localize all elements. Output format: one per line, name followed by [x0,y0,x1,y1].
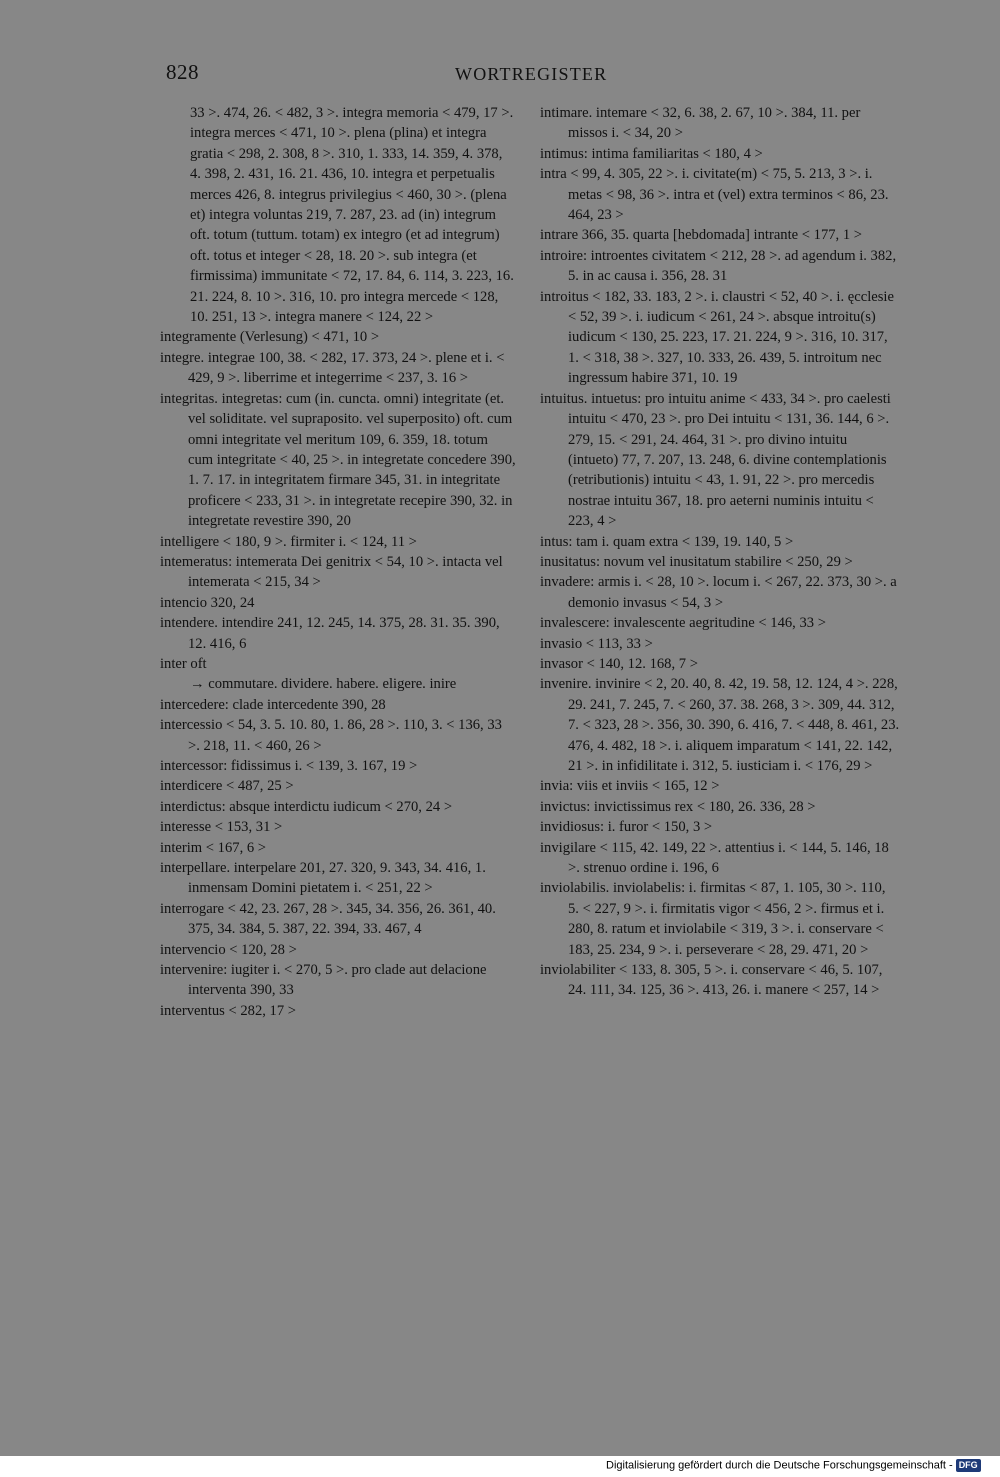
index-entry: interventus < 282, 17 > [160,1002,297,1019]
index-entry: intra < 99, 4. 305, 22 >. i. civitate(m) < 75, 5. 213, 3 >. i. metas < 98, 36 >. intra et (vel) extra terminos < 86, 23. 464, 23 > [540,166,889,224]
index-entry: interdicere < 487, 25 > [160,778,294,795]
index-entry: invasor < 140, 12. 168, 7 > [540,655,698,672]
index-entry: invadere: armis i. < 28, 10 >. locum i. < 267, 22. 373, 30 >. a demonio invasus < 54, 3 > [540,574,897,611]
cross-reference: → commutare. dividere. habere. eligere. inire [190,676,457,693]
index-entry: interim < 167, 6 > [160,839,267,856]
index-entry: intendere. intendire 241, 12. 245, 14. 375, 28. 31. 35. 390, 12. 416, 6 [160,615,500,652]
index-entry: inusitatus: novum vel inusitatum stabilire < 250, 29 > [540,553,853,570]
index-entry: interrogare < 42, 23. 267, 28 >. 345, 34. 356, 26. 361, 40. 375, 34. 384, 5. 387, 22. 394, 33. 467, 4 [160,900,496,938]
index-entry: invalescere: invalescente aegritudine < 146, 33 > [540,615,826,632]
index-entry: intuitus. intuetus: pro intuitu anime < 433, 34 >. pro caelesti intuitu < 470, 23 >. pro Dei intuitu < 131, 36. 144, 6 >. 279, 15. < 291, 24. 464, 31 >. pro divino intuitu (intueto) 77, 7. 207, 13. 248, 6. divine contemplationis (retributionis) intuitu < 43, 1. 91, 22 >. pro mercedis nostrae intuitu 367, 18. pro aeterni numinis intuitu < 223, 4 > [540,390,891,530]
index-entry: invidiosus: i. furor < 150, 3 > [540,819,713,836]
index-entry: intervencio < 120, 28 > [160,941,297,958]
index-entry: interesse < 153, 31 > [160,819,283,836]
index-column-left [160,103,516,1021]
index-entry: intrare 366, 35. quarta [hebdomada] intrante < 177, 1 > [540,227,863,244]
index-entry: intencio 320, 24 [160,594,255,611]
index-entry: inviolabiliter < 133, 8. 305, 5 >. i. conservare < 46, 5. 107, 24. 111, 34. 125, 36 >. 413, 26. i. manere < 257, 14 > [540,962,883,999]
funding-text: Digitalisierung gefördert durch die Deutsche Forschungsgemeinschaft - [606,1459,953,1472]
index-entry: invigilare < 115, 42. 149, 22 >. attentius i. < 144, 5. 146, 18 >. strenuo ordine i. 196, 6 [540,839,889,877]
index-entry: introitus < 182, 33. 183, 2 >. i. claustri < 52, 40 >. i. ęcclesie < 52, 39 >. i. iudicum < 261, 24 >. absque introitu(s) iudicum < 130, 25. 223, 17. 21. 224, 9 >. 316, 10. 317, 1. < 318, 38 >. 327, 10. 333, 26. 439, 5. introitum nec ingressum habire 371, 10. 19 [540,288,894,387]
index-entry: integramente (Verlesung) < 471, 10 > [160,329,380,346]
index-column-right [540,103,900,1001]
index-entry: integritas. integretas: cum (in. cuncta. omni) integritate (et. vel soliditate. vel supraposito. vel superposito) oft. cum omni integritate vel meritum 109, 6. 359, 18. totum cum integritate < 40, 25 >. in integretate concedere 390, 1. 7. 17. in integritatem firmare 345, 31. in integritate proficere < 233, 31 >. in integretate recepire 390, 32. in integretate revestire 390, 20 [160,390,516,530]
index-entry: invenire. invinire < 2, 20. 40, 8. 42, 19. 58, 12. 124, 4 >. 228, 29. 241, 7. 245, 7. < 260, 37. 38. 268, 3 >. 309, 44. 312, 7. < 323, 28 >. 356, 30. 390, 6. 416, 7. < 448, 8. 461, 23. 476, 4. 482, 18 >. i. aliquem imparatum < 141, 22. 142, 21 >. in infidilitate i. 312, 5. iusticiam i. < 176, 29 > [540,676,900,774]
index-entry: interpellare. interpelare 201, 27. 320, 9. 343, 34. 416, 1. inmensam Domini pietatem i. < 251, 22 > [160,860,486,897]
index-entry: intimus: intima familiaritas < 180, 4 > [540,145,763,162]
index-entry: intercessor: fidissimus i. < 139, 3. 167, 19 > [160,758,418,774]
index-entry: invictus: invictissimus rex < 180, 26. 336, 28 > [540,798,816,815]
index-entry: intercedere: clade intercedente 390, 28 [160,696,386,713]
index-entry: 33 >. 474, 26. < 482, 3 >. integra memoria < 479, 17 >. integra merces < 471, 10 >. plena (plina) et integra gratia < 298, 2. 308, 8 >. 310, 1. 333, 14. 359, 4. 378, 4. 398, 2. 431, 16. 21. 436, 10. integra et perpetualis merces 426, 8. integrus privilegius < 460, 30 >. (plena et) integra voluntas 219, 7. 287, 23. ad (in) integrum oft. totum (tuttum. totam) ex integro (et ad integrum) oft. totus et integer < 28, 18. 20 >. sub integra (et firmissima) immunitate < 72, 17. 84, 6. 114, 3. 223, 16. 21. 224, 8. 10 >. 316, 10. pro integra mercede < 128, 10. 251, 13 >. integra manere < 124, 22 > [190,105,514,326]
index-entry: introire: introentes civitatem < 212, 28 >. ad agendum i. 382, 5. in ac causa i. 356, 28. 31 [540,247,897,285]
index-entry: invasio < 113, 33 > [540,635,653,652]
index-entry: integre. integrae 100, 38. < 282, 17. 373, 24 >. plene et i. < 429, 9 >. liberrime et integerrime < 237, 3. 16 > [160,349,505,387]
running-head: WORTREGISTER [455,64,608,84]
index-entry: inter oft [160,655,207,672]
index-entry: intimare. intemare < 32, 6. 38, 2. 67, 10 >. 384, 11. per missos i. < 34, 20 > [540,105,861,142]
index-entry: intus: tam i. quam extra < 139, 19. 140, 5 > [540,533,794,550]
index-entry: intelligere < 180, 9 >. firmiter i. < 124, 11 > [160,533,417,550]
index-entry: interdictus: absque interdictu iudicum < 270, 24 > [160,798,453,815]
page-number: 828 [166,60,199,84]
index-entry: inviolabilis. inviolabelis: i. firmitas < 87, 1. 105, 30 >. 110, 5. < 227, 9 >. i. firmitatis vigor < 456, 2 >. firmus et i. 280, 8. ratum et inviolabile < 319, 3 >. i. conservare < 183, 25. 234, 9 >. i. perseverare < 28, 29. 471, 20 > [540,880,886,958]
index-entry: invia: viis et inviis < 165, 12 > [540,778,720,795]
index-entry: intemeratus: intemerata Dei genitrix < 54, 10 >. intacta vel intemerata < 215, 34 > [160,553,503,591]
funding-footer [606,1459,981,1472]
index-entry: intervenire: iugiter i. < 270, 5 >. pro clade aut delacione interventa 390, 33 [160,962,487,999]
index-entry: intercessio < 54, 3. 5. 10. 80, 1. 86, 28 >. 110, 3. < 136, 33 >. 218, 11. < 460, 26 > [160,717,502,754]
dfg-logo: DFG [956,1459,981,1472]
